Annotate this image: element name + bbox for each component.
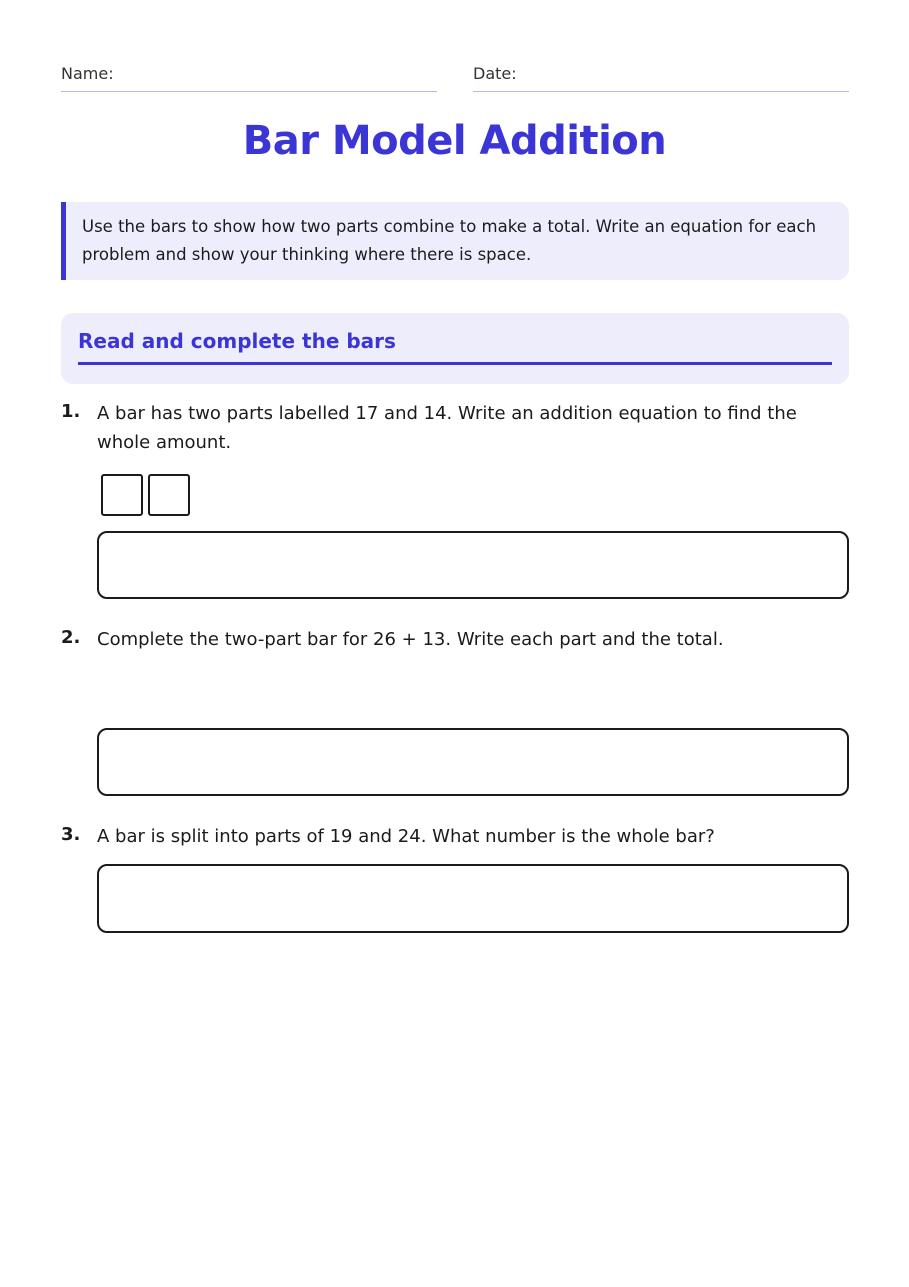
header-fields bbox=[61, 62, 849, 92]
name-label: Name: bbox=[61, 64, 114, 83]
question-3-text: A bar is split into parts of 19 and 24. What number is the whole bar? bbox=[97, 826, 715, 847]
instructions-text: Use the bars to show how two parts combine to make a total. Write an equation for each problem and show your thinking where there is space. bbox=[82, 217, 817, 264]
question-3-answer-box[interactable] bbox=[97, 864, 849, 933]
question-2-text: Complete the two-part bar for 26 + 13. Write each part and the total. bbox=[97, 629, 724, 650]
section-header bbox=[61, 313, 849, 384]
bar-part-box-1[interactable] bbox=[101, 474, 143, 516]
question-3-number: 3. bbox=[61, 824, 81, 845]
question-2-answer-box[interactable] bbox=[97, 728, 849, 796]
section-title: Read and complete the bars bbox=[78, 329, 832, 365]
instructions-box bbox=[61, 202, 849, 280]
question-1-answer-box[interactable] bbox=[97, 531, 849, 599]
question-1-text: A bar has two parts labelled 17 and 14. Write an addition equation to find the whole amount. bbox=[97, 403, 797, 453]
name-field[interactable] bbox=[61, 62, 437, 92]
bar-part-box-2[interactable] bbox=[148, 474, 190, 516]
date-field[interactable] bbox=[473, 62, 849, 92]
question-1-number: 1. bbox=[61, 401, 81, 422]
question-2-number: 2. bbox=[61, 627, 81, 648]
date-label: Date: bbox=[473, 64, 517, 83]
page-title: Bar Model Addition bbox=[242, 118, 667, 164]
